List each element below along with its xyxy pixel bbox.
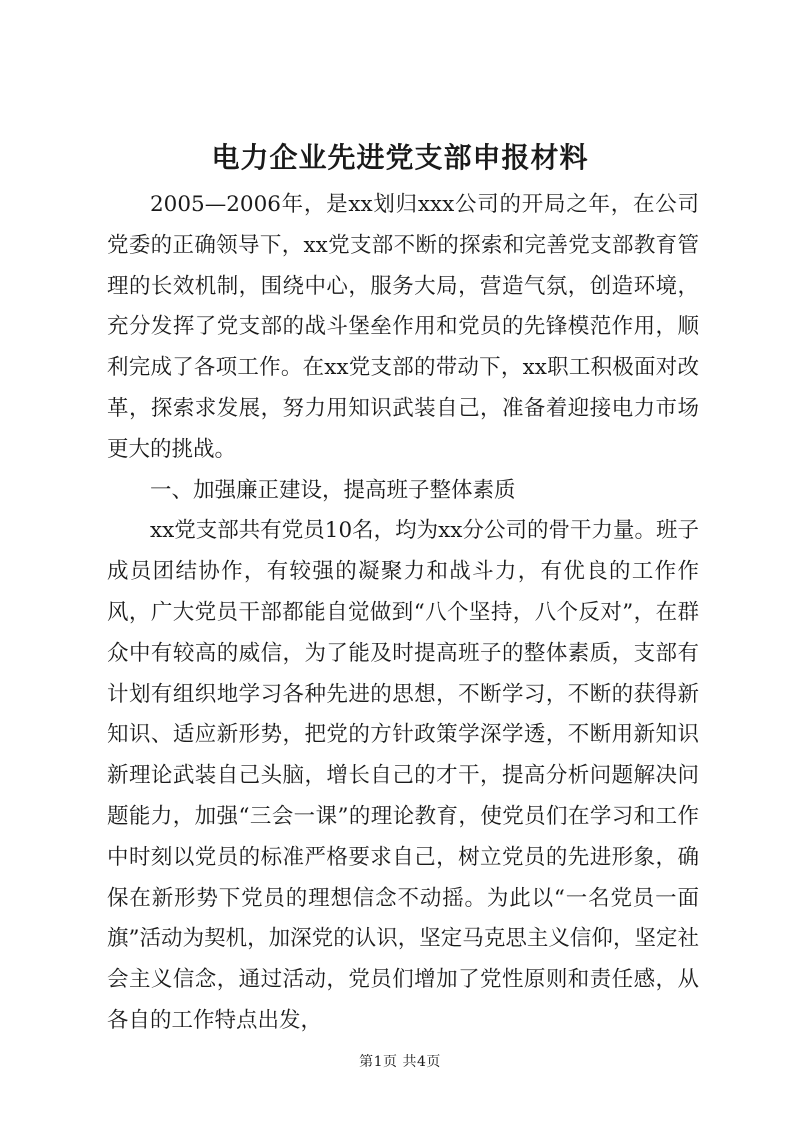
document-body (107, 185, 699, 1042)
section-heading: 一、加强廉正建设，提高班子整体素质 (150, 477, 516, 503)
document-title: 电力企业先进党支部申报材料 (211, 141, 589, 174)
page-footer: 第1页 共4页 (359, 1054, 441, 1070)
section-paragraph: xx党支部共有党员10名，均为xx分公司的骨干力量。班子成员团结协作，有较强的凝聚力和战斗力，有优良的工作作风，广大党员干部都能自觉做到“八个坚持，八个反对”，在群众中有较高的威信，为了能及时提高班子的整体素质，支部有计划有组织地学习各种先进的思想，不断学习，不断的获得新知识、适应新形势，把党的方针政策学深学透，不断用新知识新理论武装自己头脑，增长自己的才干，提高分析问题解决问题能力，加强“三会一课”的理论教育，使党员们在学习和工作中时刻以党员的标准严格要求自己，树立党员的先进形象，确保在新形势下党员的理想信念不动摇。为此以“一名党员一面旗”活动为契机，加深党的认识，坚定马克思主义信仰，坚定社会主义信念，通过活动，党员们增加了党性原则和责任感，从各自的工作特点出发， (107, 518, 699, 1033)
intro-paragraph: 2005—2006年，是xx划归xxx公司的开局之年，在公司党委的正确领导下，xx党支部不断的探索和完善党支部教育管理的长效机制，围绕中心，服务大局，营造气氛，创造环境，充分发挥了党支部的战斗堡垒作用和党员的先锋模范作用，顺利完成了各项工作。在xx党支部的带动下，xx职工积极面对改革，探索求发展，努力用知识武装自己，准备着迎接电力市场更大的挑战。 (107, 192, 699, 462)
